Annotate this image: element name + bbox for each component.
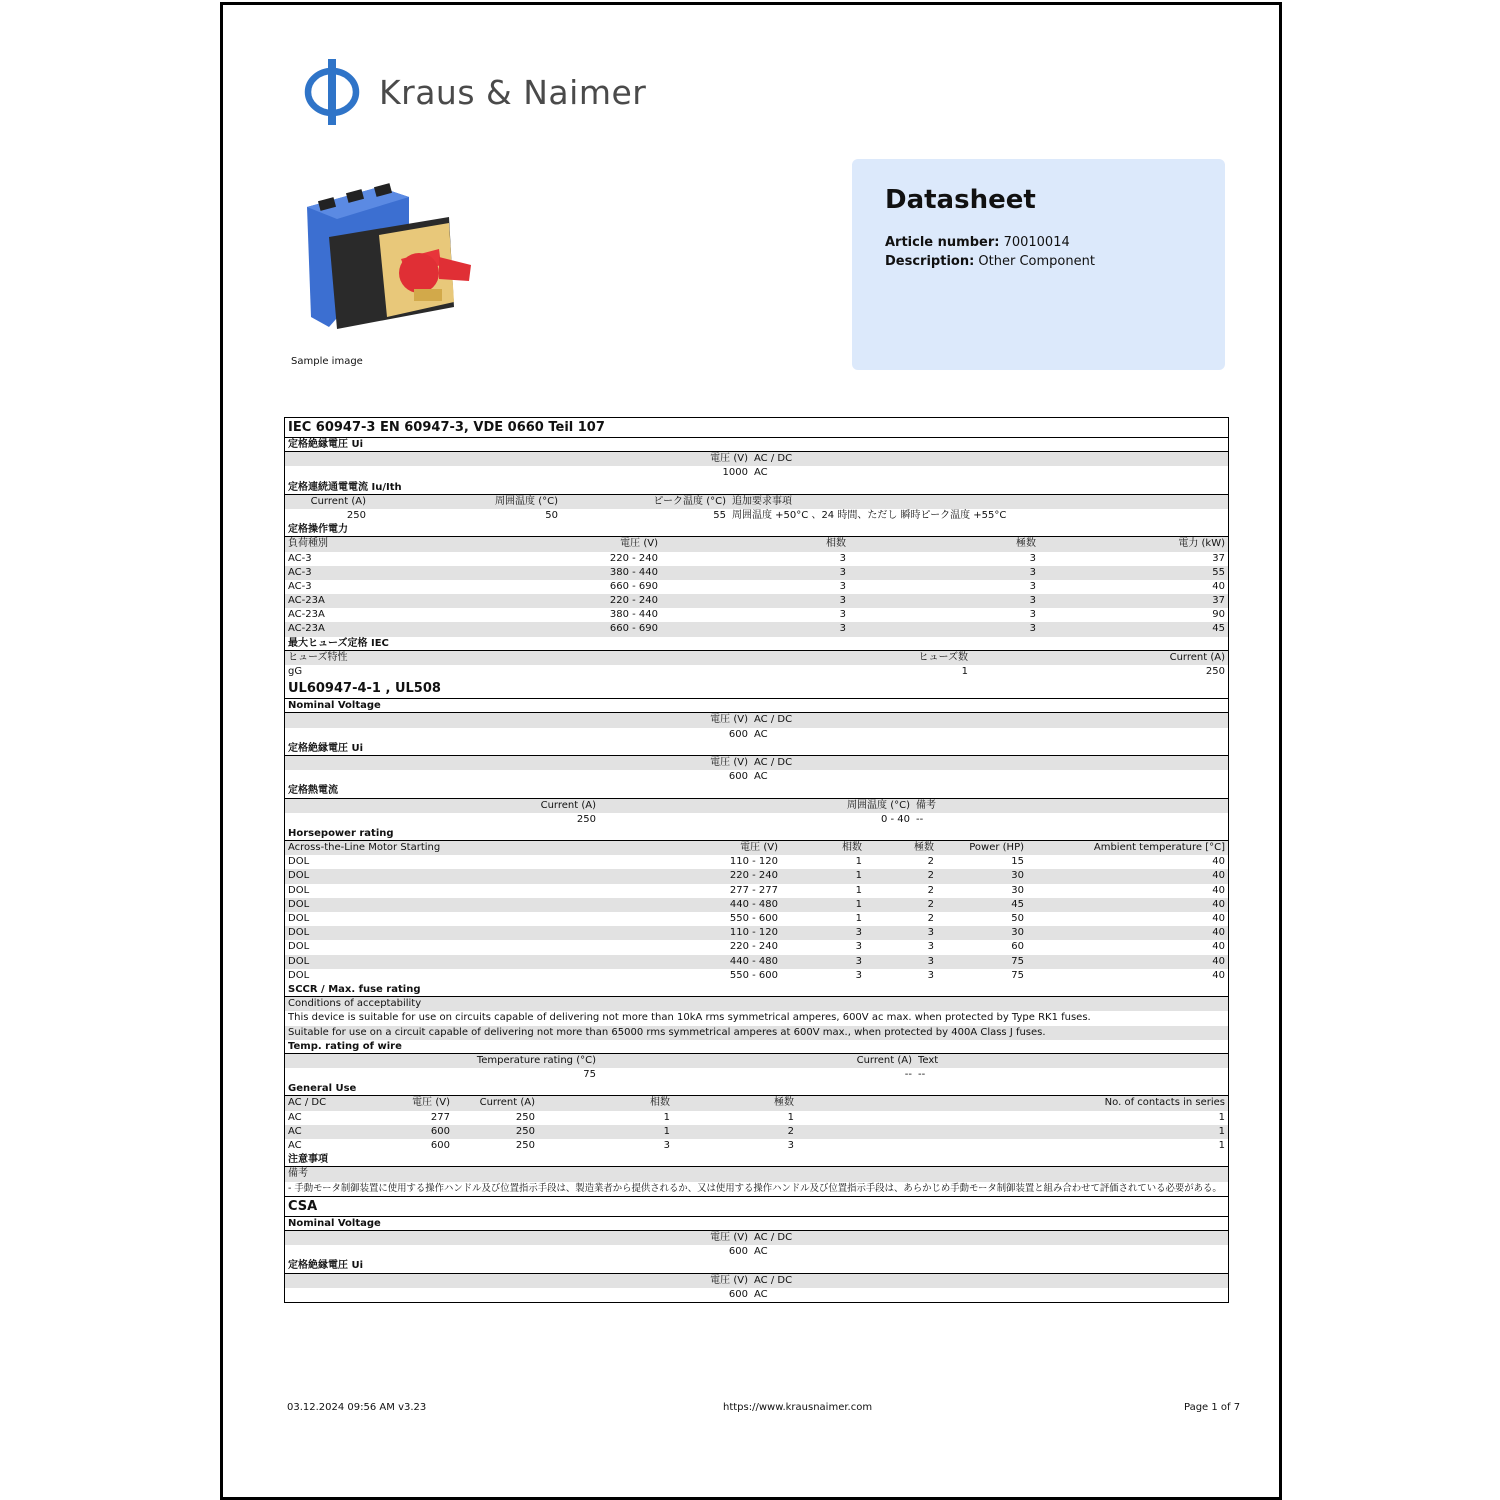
table-header: ヒューズ特性 ヒューズ数 Current (A)	[285, 651, 1228, 665]
table-header: Across-the-Line Motor Starting 電圧 (V) 相数 極数 Power (HP) Ambient temperature [°C]	[285, 841, 1228, 855]
datasheet-page	[220, 2, 1282, 1500]
subsection-title: 定格操作電力	[285, 523, 1228, 537]
subsection-title: 定格熱電流	[285, 784, 1228, 798]
footer-date: 03.12.2024 09:56 AM v3.23	[287, 1402, 427, 1413]
description: Description: Other Component	[885, 254, 1095, 269]
table-header: Conditions of acceptability	[285, 997, 1228, 1011]
table-header: Current (A) 周囲温度 (°C) ピーク温度 (°C) 追加要求事項	[285, 495, 1228, 509]
table-row: AC-23A 660 - 690 3 3 45	[285, 622, 1228, 636]
table-row: 1000 AC	[722, 467, 768, 479]
brand-logo	[303, 57, 646, 127]
table-row: 600 AC	[728, 1246, 768, 1258]
article-number: Article number: 70010014	[885, 235, 1070, 250]
section-ul: UL60947-4-1 , UL508	[285, 679, 1228, 699]
table-row: AC-23A 220 - 240 3 3 37	[285, 594, 1228, 608]
table-row: AC 600 250 3 3 1	[288, 1140, 1225, 1151]
subsection-title: Nominal Voltage	[285, 1217, 1228, 1231]
table-row: DOL 277 - 277 1 2 30 40	[288, 884, 1225, 896]
subsection-title: 注意事項	[285, 1153, 1228, 1167]
table-row: 250 50 55 周囲温度 +50°C 、24 時間、ただし 瞬時ピーク温度 +55°C	[346, 509, 1007, 521]
image-caption: Sample image	[291, 356, 363, 367]
spec-table	[284, 417, 1229, 1303]
section-csa: CSA	[285, 1196, 1228, 1217]
table-row: DOL 440 - 480 3 3 75 40	[285, 955, 1228, 969]
table-row: 75 -- --	[583, 1069, 926, 1081]
table-row: AC-23A 380 - 440 3 3 90	[288, 609, 1225, 621]
subsection-title: 定格絶縁電圧 Ui	[285, 1259, 1228, 1273]
subsection-title: 定格絶縁電圧 Ui	[285, 438, 1228, 452]
subsection-title: 定格絶縁電圧 Ui	[285, 742, 1228, 756]
footer-url[interactable]: https://www.krausnaimer.com	[723, 1402, 873, 1413]
table-row: AC 600 250 1 2 1	[285, 1125, 1228, 1139]
footer-page: Page 1 of 7	[1184, 1402, 1241, 1413]
table-row: 250 0 - 40 --	[576, 813, 924, 825]
table-header: 電圧 (V) AC / DC	[285, 1231, 1228, 1245]
table-header: 負荷種別 電圧 (V) 相数 極数 電力 (kW)	[285, 537, 1228, 551]
table-header: Temperature rating (°C) Current (A) Text	[285, 1054, 1228, 1068]
table-row: DOL 550 - 600 1 2 50 40	[288, 913, 1225, 924]
table-row: DOL 110 - 120 3 3 30 40	[285, 926, 1228, 940]
product-image	[289, 177, 479, 337]
table-header: 備考	[285, 1167, 1228, 1181]
section-iec: IEC 60947-3 EN 60947-3, VDE 0660 Teil 107	[285, 418, 1228, 438]
table-row: gG 1 250	[288, 666, 1225, 677]
table-header: AC / DC 電圧 (V) Current (A) 相数 極数 No. of contacts in series	[285, 1096, 1228, 1110]
table-header: Current (A) 周囲温度 (°C) 備考	[285, 799, 1228, 813]
brand-name: Kraus & Naimer	[379, 72, 647, 112]
table-row: - 手動モータ制御装置に使用する操作ハンドル及び位置指示手段は、製造業者から提供されるか、又は使用する操作ハンドル及び位置指示手段は、あらかじめ手動モータ制御装置と組み合わせて評価されている必要がある。	[288, 1182, 1222, 1194]
table-row: AC-3 380 - 440 3 3 55	[285, 566, 1228, 580]
table-row: AC-3 660 - 690 3 3 40	[288, 580, 1225, 592]
table-header: 電圧 (V) AC / DC	[285, 713, 1228, 727]
subsection-title: 定格連続通電電流 Iu/Ith	[285, 481, 1228, 495]
subsection-title: Horsepower rating	[285, 827, 1228, 841]
subsection-title: General Use	[285, 1082, 1228, 1096]
table-header: 電圧 (V) AC / DC	[285, 756, 1228, 770]
subsection-title: Temp. rating of wire	[285, 1040, 1228, 1054]
table-row: DOL 220 - 240 3 3 60 40	[288, 941, 1225, 953]
table-row: 600 AC	[728, 771, 768, 783]
table-row: 600 AC	[728, 1288, 768, 1300]
phi-logo-icon	[303, 57, 361, 127]
datasheet-title: Datasheet	[885, 185, 1036, 215]
subsection-title: 最大ヒューズ定格 IEC	[285, 637, 1228, 651]
table-row: 600 AC	[728, 728, 768, 740]
table-header: 電圧 (V) AC / DC	[285, 1274, 1228, 1288]
datasheet-info-box	[852, 159, 1225, 370]
table-row: DOL 220 - 240 1 2 30 40	[285, 869, 1228, 883]
table-row: This device is suitable for use on circuits capable of delivering not more than 10kA rms symmetrical amperes, 600V ac max. when protected by Type RK1 fuses.	[288, 1012, 1091, 1024]
table-row: Suitable for use on a circuit capable of delivering not more than 65000 rms symmetrical amperes at 600V max., when protected by 400A Class J fuses.	[285, 1026, 1228, 1040]
subsection-title: SCCR / Max. fuse rating	[285, 983, 1228, 997]
table-row: AC 277 250 1 1 1	[288, 1111, 1225, 1123]
table-row: DOL 110 - 120 1 2 15 40	[288, 856, 1225, 868]
table-row: AC-3 220 - 240 3 3 37	[288, 552, 1225, 564]
table-row: DOL 550 - 600 3 3 75 40	[288, 969, 1225, 981]
table-header: 電圧 (V) AC / DC	[285, 452, 1228, 466]
subsection-title: Nominal Voltage	[285, 699, 1228, 713]
table-row: DOL 440 - 480 1 2 45 40	[285, 898, 1228, 912]
